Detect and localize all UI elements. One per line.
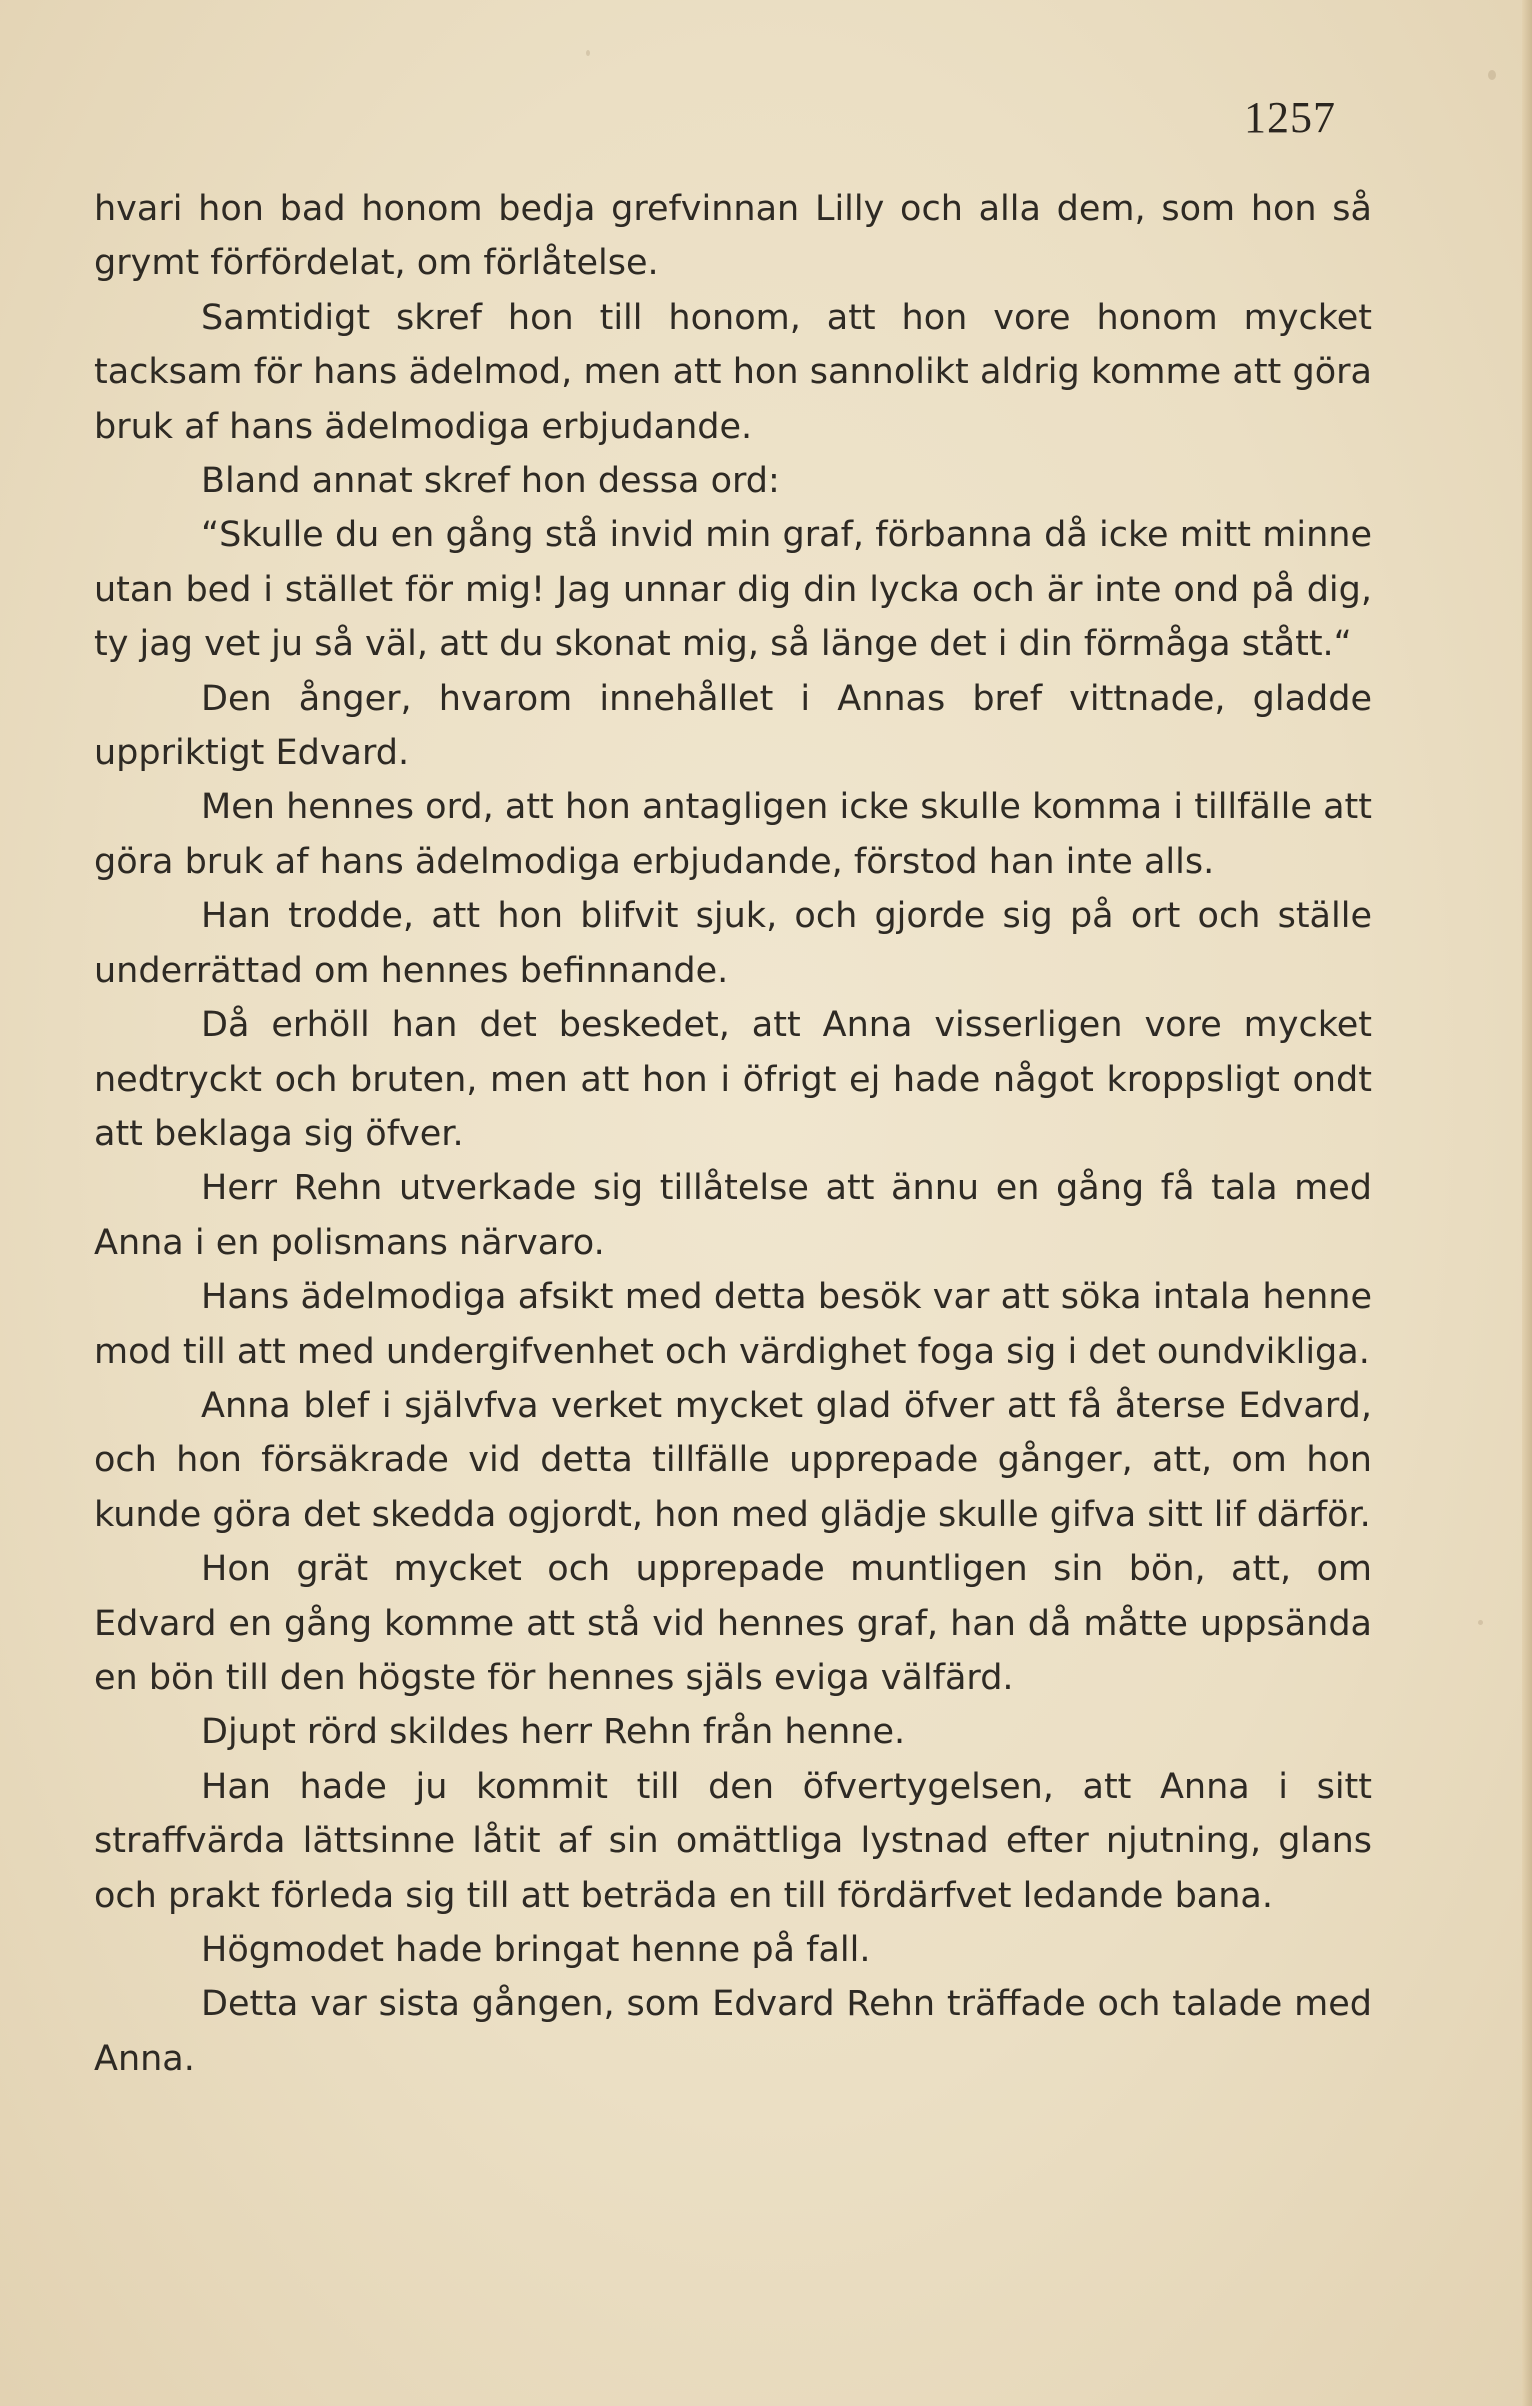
body-text	[94, 182, 1372, 2086]
paragraph: “Skulle du en gång stå invid min graf, förbanna då icke mitt minne utan bed i stället för mig! Jag unnar dig din lycka och är inte ond på dig, ty jag vet ju så väl, att du skonat mig, så länge det i din förmåga stått.“	[94, 515, 1372, 665]
paper-spot	[586, 50, 590, 56]
paragraph: Hans ädelmodiga afsikt med detta besök var att söka intala henne mod till att med undergifvenhet och värdighet foga sig i det oundvikliga.	[94, 1277, 1372, 1372]
paragraph: hvari hon bad honom bedja grefvinnan Lilly och alla dem, som hon så grymt förfördelat, om förlåtelse.	[94, 189, 1372, 284]
page-number: 1257	[1244, 93, 1336, 142]
paragraph: Anna blef i självfva verket mycket glad öfver att få återse Edvard, och hon försäkrade vid detta tillfälle upprepade gånger, att, om hon kunde göra det skedda ogjordt, hon med glädje skulle gifva sitt lif därför.	[94, 1385, 1372, 1535]
paragraph: Djupt rörd skildes herr Rehn från henne.	[201, 1712, 906, 1753]
paragraph: Bland annat skref hon dessa ord:	[201, 461, 780, 502]
paper-spot	[1488, 70, 1496, 80]
paragraph: Herr Rehn utverkade sig tillåtelse att ännu en gång få tala med Anna i en polismans närvaro.	[94, 1168, 1372, 1263]
paragraph: Den ånger, hvarom innehållet i Annas bref vittnade, gladde uppriktigt Edvard.	[94, 678, 1372, 774]
paragraph: Detta var sista gången, som Edvard Rehn träffade och talade med Anna.	[94, 1984, 1372, 2079]
paper-spot	[1478, 1620, 1483, 1625]
paragraph: Han trodde, att hon blifvit sjuk, och gjorde sig på ort och ställe underrättad om hennes befinnande.	[94, 896, 1372, 991]
paragraph: Samtidigt skref hon till honom, att hon vore honom mycket tacksam för hans ädelmod, men att hon sannolikt aldrig komme att göra bruk af hans ädelmodiga erbjudande.	[94, 297, 1372, 447]
paragraph: Han hade ju kommit till den öfvertygelsen, att Anna i sitt straffvärda lättsinne låtit af sin omättliga lystnad efter njutning, glans och prakt förleda sig till att beträda en till fördärfvet ledande bana.	[94, 1766, 1372, 1916]
paragraph: Men hennes ord, att hon antagligen icke skulle komma i tillfälle att göra bruk af hans ädelmodiga erbjudande, förstod han inte alls.	[94, 787, 1372, 882]
paragraph: Då erhöll han det beskedet, att Anna visserligen vore mycket nedtryckt och bruten, men att hon i öfrigt ej hade något kroppsligt ondt att beklaga sig öfver.	[94, 1005, 1372, 1154]
paragraph: Högmodet hade bringat henne på fall.	[201, 1930, 871, 1970]
page-edge	[1522, 0, 1532, 2406]
paragraph: Hon grät mycket och upprepade muntligen sin bön, att, om Edvard en gång komme att stå vid hennes graf, han då måtte uppsända en bön till den högste för hennes själs eviga välfärd.	[94, 1549, 1372, 1698]
